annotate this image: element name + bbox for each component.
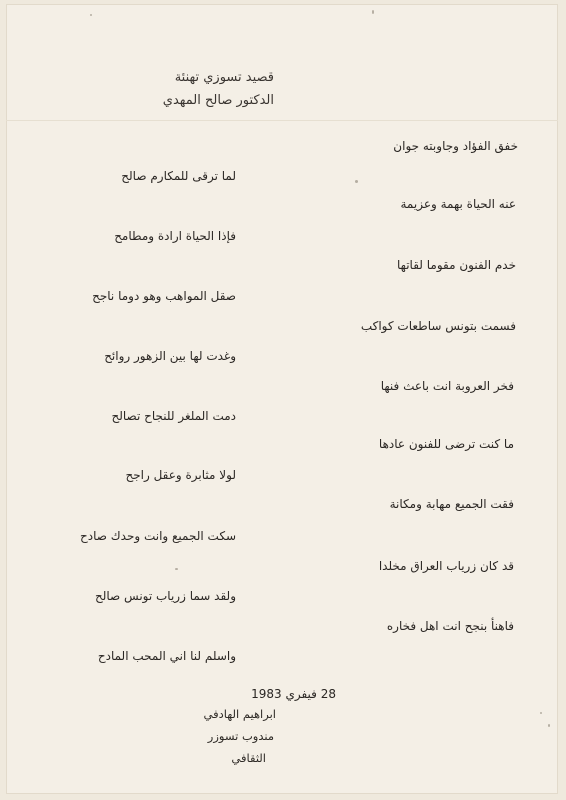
paper-speck	[355, 180, 358, 183]
verse-8-left: ولقد سما زرياب تونس صالح	[94, 589, 236, 603]
signature-name: ابراهيم الهادفي	[203, 707, 276, 721]
paper-fold-line	[6, 120, 558, 121]
verse-7-right: فقت الجميع مهابة ومكانة	[389, 497, 514, 511]
verse-6-right: ما كنت ترضى للفنون عادها	[378, 437, 514, 451]
verse-1-left: لما ترقى للمكارم صالح	[121, 169, 236, 183]
verse-2-left: فإذا الحياة ارادة ومطامح	[114, 229, 236, 243]
paper-speck	[372, 10, 374, 14]
paper-sheet	[6, 4, 558, 794]
verse-5-left: دمت الملغر للنجاح تصالح	[111, 409, 236, 423]
verse-3-left: صقل المواهب وهو دوما ناجح	[92, 289, 236, 303]
verse-1-right: خفق الفؤاد وجاوبته جوان	[393, 139, 518, 153]
verse-4-right: فسمت بتونس ساطعات كواكب	[360, 319, 516, 333]
verse-6-left: لولا مثابرة وعقل راجح	[125, 468, 236, 482]
paper-speck	[548, 724, 550, 727]
signature-title-line-1: مندوب تسوزر	[207, 729, 274, 743]
header-line-2: الدكتور صالح المهدي	[162, 93, 274, 108]
verse-7-left: سكت الجميع وانت وحدك صادح	[80, 529, 236, 543]
signature-title-line-2: الثقافي	[231, 751, 266, 765]
verse-9-left: واسلم لنا اني المحب المادح	[97, 649, 236, 663]
signature-date: 28 فيفري 1983	[251, 687, 336, 701]
verse-8-right: قد كان زرياب العراق مخلدا	[378, 559, 514, 573]
paper-speck	[90, 14, 92, 16]
paper-speck	[540, 712, 542, 714]
verse-3-right: خدم الفنون مقوما لقاتها	[397, 258, 516, 272]
verse-9-right: فاهنأ بنجح انت اهل فخاره	[386, 619, 514, 633]
paper-speck	[175, 568, 178, 570]
verse-2-right: عنه الحياة بهمة وعزيمة	[400, 197, 516, 211]
verse-5-right: فخر العروبة انت باعث فنها	[380, 379, 514, 393]
verse-4-left: وغدت لها بين الزهور روائح	[104, 349, 236, 363]
header-line-1: قصيد تسوزي تهنئة	[174, 70, 274, 85]
